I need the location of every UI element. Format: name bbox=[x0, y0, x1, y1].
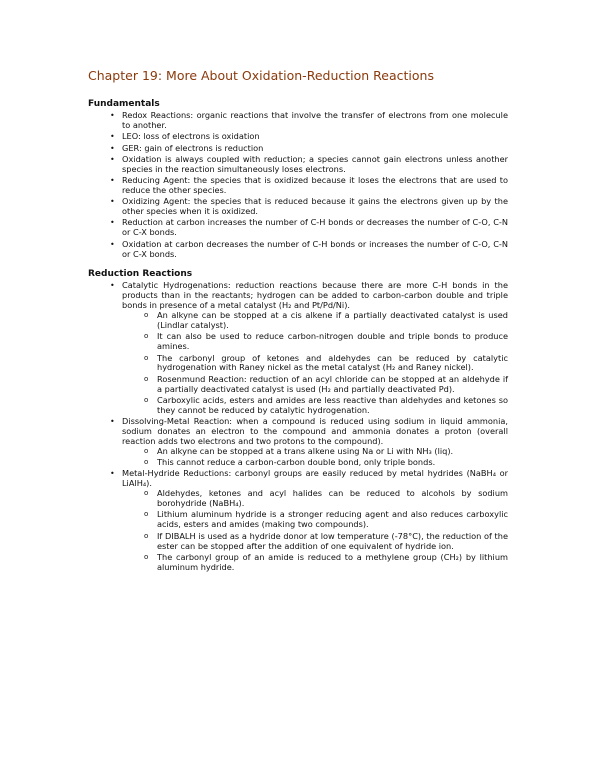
section-reduction-reactions bbox=[88, 269, 508, 572]
list-item bbox=[88, 281, 508, 415]
section-heading: Fundamentals bbox=[88, 99, 160, 109]
sub-list-item bbox=[122, 532, 508, 552]
bullet-icon: • bbox=[110, 281, 115, 291]
sub-bullet-icon: o bbox=[144, 531, 149, 540]
bullet-icon: • bbox=[110, 176, 115, 185]
sub-list-item bbox=[122, 553, 508, 573]
bullet-icon: • bbox=[110, 218, 115, 228]
list-item bbox=[88, 469, 508, 572]
list-item-text: Reduction at carbon increases the number of C-H bonds or decreases the number of C-O, C-N or C-X bonds. bbox=[122, 217, 508, 238]
sub-list-item-text: The carbonyl group of an amide is reduced to a methylene group (CH₂) by lithium aluminum hydride. bbox=[157, 551, 508, 572]
list-item bbox=[88, 417, 508, 468]
bullet-icon: • bbox=[110, 132, 115, 142]
sub-list-item-text: The carbonyl group of ketones and aldehydes can be reduced by catalytic hydrogenation with Raney nickel as the metal catalyst (H₂ and Raney nickel). bbox=[157, 352, 508, 373]
sub-list-item bbox=[122, 311, 508, 331]
bullet-icon: • bbox=[110, 197, 115, 207]
list-item-text: Oxidation at carbon decreases the number of C-H bonds or increases the number of C-O, C-N or C-X bonds. bbox=[122, 238, 508, 259]
list-item-text: GER: gain of electrons is reduction bbox=[122, 142, 264, 153]
bullet-icon: • bbox=[110, 143, 115, 153]
sub-list-item-text: This cannot reduce a carbon-carbon double bond, only triple bonds. bbox=[157, 457, 436, 468]
list-item bbox=[88, 111, 508, 131]
bullet-list bbox=[88, 111, 508, 259]
sub-bullet-icon: o bbox=[144, 353, 149, 362]
list-item-text: Dissolving-Metal Reaction: when a compound is reduced using sodium in liquid ammonia, sodium donates an electron to the compound and ammonia donates a proton (overall reaction adds two electrons and two protons to the compound). bbox=[122, 416, 508, 446]
list-item bbox=[88, 144, 508, 154]
sub-list-item bbox=[122, 354, 508, 374]
bullet-icon: • bbox=[110, 469, 115, 479]
bullet-icon: • bbox=[110, 111, 115, 120]
sub-list-item-text: Carboxylic acids, esters and amides are less reactive than aldehydes and ketones so they cannot be reduced by catalytic hydrogenation. bbox=[157, 394, 508, 415]
sub-bullet-icon: o bbox=[144, 446, 149, 455]
bullet-icon: • bbox=[110, 154, 115, 164]
list-item bbox=[88, 197, 508, 217]
sub-list-item-text: It can also be used to reduce carbon-nitrogen double and triple bonds to produce amines. bbox=[157, 331, 508, 352]
sub-list-item-text: An alkyne can be stopped at a cis alkene if a partially deactivated catalyst is used (Lindlar catalyst). bbox=[157, 310, 508, 331]
bullet-icon: • bbox=[110, 417, 115, 427]
sub-bullet-icon: o bbox=[144, 458, 149, 467]
section-fundamentals bbox=[88, 99, 508, 259]
sub-bullet-icon: o bbox=[144, 311, 149, 320]
list-item-text: Oxidation is always coupled with reduction; a species cannot gain electrons unless another species in the reaction simultaneously loses electrons. bbox=[122, 153, 508, 174]
list-item-text: Oxidizing Agent: the species that is reduced because it gains the electrons given up by the other species when it is oxidized. bbox=[122, 196, 508, 217]
list-item-text: Reducing Agent: the species that is oxidized because it loses the electrons that are used to reduce the other species. bbox=[122, 175, 508, 195]
sub-bullet-list bbox=[122, 489, 508, 572]
bullet-list bbox=[88, 281, 508, 572]
list-item-text: Redox Reactions: organic reactions that involve the transfer of electrons from one molecule to another. bbox=[122, 110, 508, 130]
sub-list-item bbox=[122, 332, 508, 352]
list-item-text: Catalytic Hydrogenations: reduction reactions because there are more C-H bonds in the products than in the reactants; hydrogen can be added to carbon-carbon double and triple bonds in presence of a metal catalyst (H₂ and Pt/Pd/Ni). bbox=[122, 280, 508, 311]
bullet-icon: • bbox=[110, 239, 115, 249]
sub-list-item bbox=[122, 489, 508, 509]
sub-bullet-icon: o bbox=[144, 510, 149, 519]
list-item bbox=[88, 240, 508, 260]
sub-list-item-text: An alkyne can be stopped at a trans alkene using Na or Li with NH₃ (liq). bbox=[157, 445, 454, 456]
sub-bullet-list bbox=[122, 311, 508, 416]
list-item-text: LEO: loss of electrons is oxidation bbox=[122, 131, 260, 142]
sub-list-item-text: Lithium aluminum hydride is a stronger reducing agent and also reduces carboxylic acids, esters and amides (making two compounds). bbox=[157, 509, 508, 530]
sub-bullet-icon: o bbox=[144, 489, 149, 498]
list-item bbox=[88, 176, 508, 196]
sub-list-item-text: Rosenmund Reaction: reduction of an acyl chloride can be stopped at an aldehyde if a partially deactivated catalyst is used (H₂ and partially deactivated Pd). bbox=[157, 373, 508, 394]
sub-bullet-icon: o bbox=[144, 332, 149, 341]
sub-list-item bbox=[122, 396, 508, 416]
sub-list-item bbox=[122, 447, 508, 457]
list-item-text: Metal-Hydride Reductions: carbonyl groups are easily reduced by metal hydrides (NaBH₄ or LiAlH₄). bbox=[122, 468, 508, 489]
sub-bullet-icon: o bbox=[144, 374, 149, 383]
sub-list-item bbox=[122, 375, 508, 395]
sub-list-item-text: Aldehydes, ketones and acyl halides can be reduced to alcohols by sodium borohydride (NaBH₄). bbox=[157, 488, 508, 509]
sub-list-item-text: If DIBALH is used as a hydride donor at low temperature (-78°C), the reduction of the ester can be stopped after the addition of one equivalent of hydride ion. bbox=[157, 530, 508, 551]
sub-list-item bbox=[122, 458, 508, 468]
list-item bbox=[88, 155, 508, 175]
sub-list-item bbox=[122, 510, 508, 530]
document-page bbox=[88, 68, 508, 573]
chapter-title: Chapter 19: More About Oxidation-Reduction Reactions bbox=[88, 68, 434, 83]
sub-bullet-icon: o bbox=[144, 395, 149, 404]
sub-bullet-list bbox=[122, 447, 508, 468]
sub-bullet-icon: o bbox=[144, 552, 149, 561]
section-heading: Reduction Reactions bbox=[88, 269, 193, 280]
list-item bbox=[88, 132, 508, 142]
list-item bbox=[88, 218, 508, 238]
